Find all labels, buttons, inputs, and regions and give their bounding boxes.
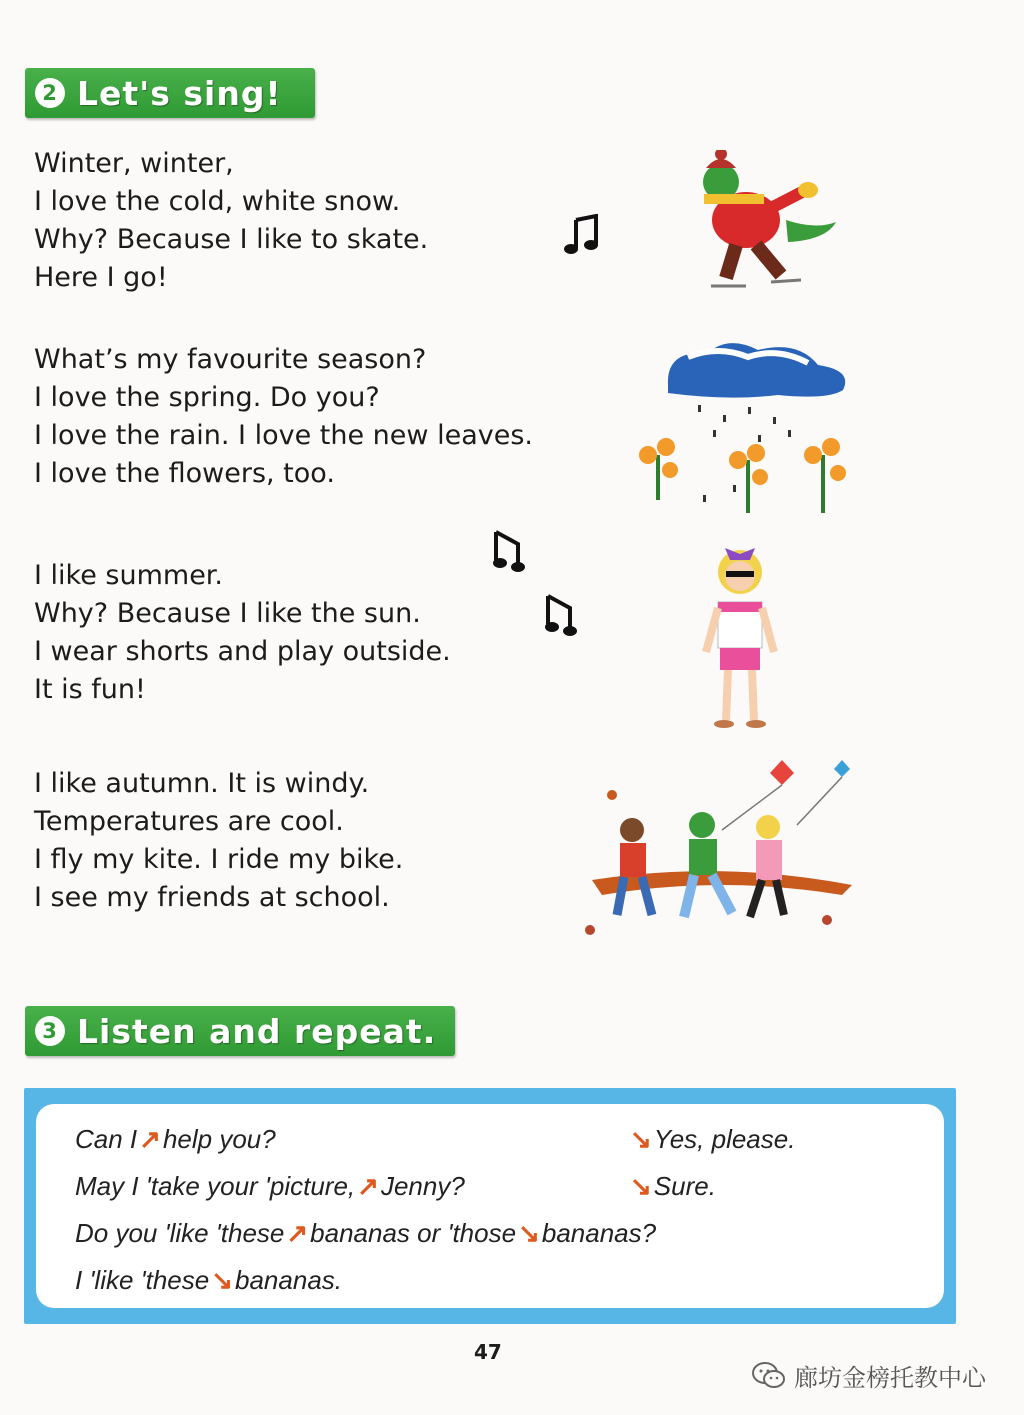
phrase-text: bananas? (541, 1218, 657, 1248)
lyric-line: Here I go! (34, 262, 168, 293)
phrase-text: Yes, please. (653, 1124, 796, 1154)
music-note-icon (488, 530, 528, 574)
music-note-icon (562, 214, 602, 258)
lyric-line: I like autumn. It is windy. (34, 768, 370, 799)
lyric-line: I love the flowers, too. (34, 458, 335, 489)
watermark (752, 1358, 986, 1393)
rain-cloud-flowers-illustration (628, 335, 858, 520)
phrase-text: Do you 'like 'these (75, 1218, 285, 1248)
phrase-text: Jenny? (380, 1171, 465, 1201)
lyric-line: I see my friends at school. (34, 882, 390, 913)
lyric-line: Temperatures are cool. (34, 806, 344, 837)
watermark-text: 廊坊金榜托教中心 (794, 1364, 986, 1392)
falling-arrow-icon: ↘ (630, 1171, 652, 1201)
phrase-text: Can I (75, 1124, 138, 1154)
wechat-icon (752, 1362, 786, 1390)
music-note-icon (540, 594, 580, 638)
phrase-text: Sure. (653, 1171, 716, 1201)
response-line-2 (628, 1171, 716, 1202)
section-title: Let's sing! (77, 73, 282, 113)
lyric-line: I like summer. (34, 560, 224, 591)
summer-girl-illustration (690, 540, 790, 735)
stanza-spring (34, 341, 533, 493)
section-header-lets-sing (25, 68, 315, 118)
falling-arrow-icon: ↘ (630, 1124, 652, 1154)
section-title: Listen and repeat. (77, 1011, 437, 1051)
lyric-line: I love the cold, white snow. (34, 186, 401, 217)
rising-arrow-icon: ↗ (357, 1171, 379, 1201)
lyric-line: I fly my kite. I ride my bike. (34, 844, 404, 875)
response-line-1 (628, 1124, 795, 1155)
stanza-autumn (34, 765, 403, 917)
rising-arrow-icon: ↗ (286, 1218, 309, 1248)
phrase-text: bananas. (235, 1265, 342, 1295)
phrase-line-4 (75, 1265, 342, 1296)
lyric-line: I love the spring. Do you? (34, 382, 380, 413)
section-number: 2 (35, 78, 65, 108)
lyric-line: Why? Because I like to skate. (34, 224, 429, 255)
falling-arrow-icon: ↘ (518, 1218, 540, 1248)
lyric-line: I wear shorts and play outside. (34, 636, 451, 667)
phrase-text: May I 'take your 'picture, (75, 1171, 356, 1201)
lyric-line: It is fun! (34, 674, 146, 705)
lyric-line: I love the rain. I love the new leaves. (34, 420, 533, 451)
section-number: 3 (35, 1016, 65, 1046)
phrase-text: I 'like 'these (75, 1265, 210, 1295)
falling-arrow-icon: ↘ (211, 1265, 234, 1295)
phrase-line-3 (75, 1218, 656, 1249)
lyric-line: Winter, winter, (34, 148, 234, 179)
phrase-line-2 (75, 1171, 465, 1202)
lyric-line: Why? Because I like the sun. (34, 598, 421, 629)
phrase-text: bananas or 'those (310, 1218, 517, 1248)
rising-arrow-icon: ↗ (139, 1124, 161, 1154)
phrase-text: help you? (162, 1124, 276, 1154)
page-number: 47 (474, 1340, 502, 1364)
skating-dinosaur-illustration (676, 150, 846, 300)
phrase-line-1 (75, 1124, 276, 1155)
stanza-summer (34, 557, 451, 709)
lyric-line: What’s my favourite season? (34, 344, 427, 375)
kite-flying-kids-illustration (572, 755, 872, 945)
stanza-winter (34, 145, 428, 297)
section-header-listen-and-repeat (25, 1006, 455, 1056)
